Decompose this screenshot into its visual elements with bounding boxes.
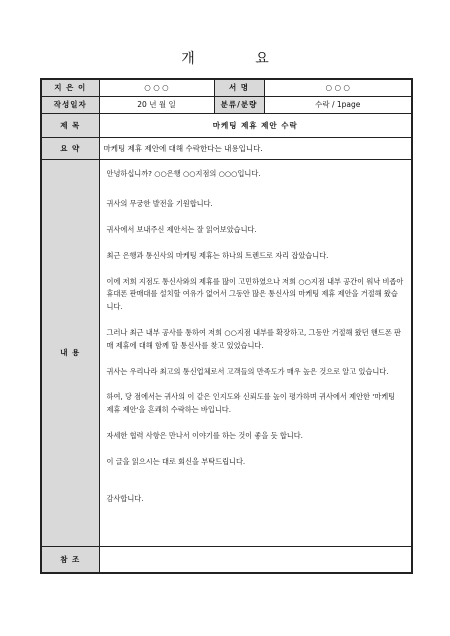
content-paragraph: 자세한 협력 사항은 만나서 이야기를 하는 것이 좋을 듯 합니다. <box>106 431 303 441</box>
page-title: 개 요 <box>181 51 297 67</box>
content-paragraph: 귀사의 무궁한 발전을 기원합니다. <box>106 199 213 209</box>
reference-value[interactable] <box>99 546 412 573</box>
reference-label: 참 조 <box>41 546 99 573</box>
category-label: 분류/분량 <box>214 96 264 113</box>
summary-label: 요 약 <box>41 137 99 159</box>
date-label: 작성일자 <box>41 96 99 113</box>
author-value[interactable]: ○ ○ ○ <box>99 79 214 96</box>
content-paragraph: 이 글을 읽으시는 대로 회신을 부탁드립니다. <box>106 456 246 466</box>
content-body[interactable] <box>99 159 412 546</box>
content-paragraph: 하여, 당 점에서는 귀사의 이 같은 인지도와 신뢰도를 높이 평가하며 귀사에서 제안한 '마케팅 제휴 제안'을 흔쾌히 수락하는 바입니다. <box>106 392 396 415</box>
overview-form <box>40 78 413 574</box>
date-value[interactable]: 20 년 월 일 <box>99 96 214 113</box>
content-paragraph: 그러나 최근 내부 공사를 통하여 저희 ○○지점 내부를 확장하고, 그동안 거절해 왔던 핸드폰 판매 제휴에 대해 함께 할 통신사를 찾고 있었습니다. <box>106 328 401 350</box>
signature-label: 서 명 <box>214 79 264 96</box>
summary-value[interactable]: 마케팅 제휴 제안에 대해 수락한다는 내용입니다. <box>99 137 412 159</box>
content-paragraph: 귀사에서 보내주신 제안서는 잘 읽어보았습니다. <box>106 225 257 235</box>
author-label: 지 은 이 <box>41 79 99 96</box>
content-paragraph: 귀사는 우리나라 최고의 통신업체로서 고객들의 만족도가 매우 높은 것으로 알고 있습니다. <box>106 366 389 376</box>
content-paragraph: 안녕하십니까? ○○은행 ○○지점의 ○○○입니다. <box>106 168 261 178</box>
subject-label: 제 목 <box>41 113 99 137</box>
signature-value[interactable]: ○ ○ ○ <box>264 79 412 96</box>
content-paragraph: 이에 저희 지점도 통신사와의 제휴를 많이 고민하였으나 저희 ○○지점 내부 공간이 워낙 비좁아 휴대폰 판매대를 설치할 여유가 없어서 그동안 많은 통신사의 마케팅 제휴 제안을 거절해 왔습니다. <box>106 276 404 312</box>
content-paragraph: 최근 은행과 통신사의 마케팅 제휴는 하나의 트렌드로 자리 잡았습니다. <box>106 250 329 260</box>
subject-value[interactable]: 마케팅 제휴 제안 수락 <box>99 113 412 137</box>
content-paragraph: 감사합니다. <box>106 493 144 503</box>
content-label: 내 용 <box>41 159 99 546</box>
category-value[interactable]: 수락 / 1page <box>264 96 412 113</box>
